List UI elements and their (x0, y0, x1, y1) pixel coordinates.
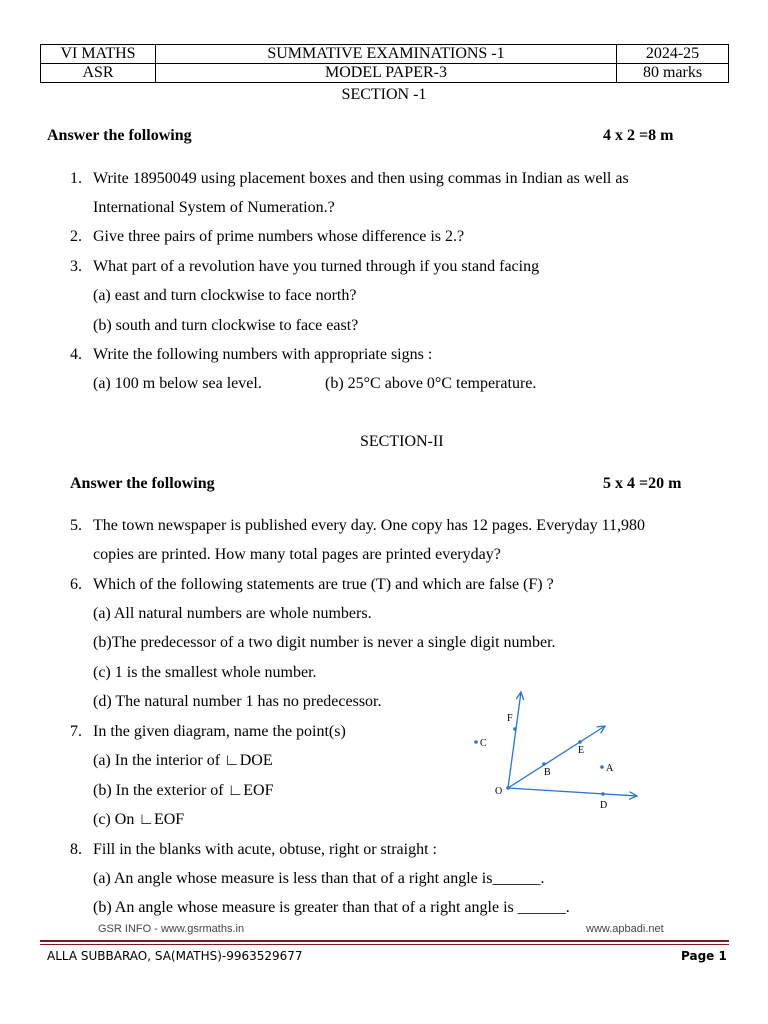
ray-oe (508, 726, 605, 788)
section-2-instruction: Answer the following (70, 475, 215, 492)
label-f: F (507, 713, 513, 724)
point-b (542, 762, 546, 766)
q7-number: 7. (70, 723, 82, 740)
q6-part-b: (b)The predecessor of a two digit number is never a single digit number. (93, 634, 556, 651)
label-e: E (578, 745, 585, 756)
q6-number: 6. (70, 576, 82, 593)
q4-text: Write the following numbers with appropriate signs : (93, 346, 433, 363)
footer-site-right: www.apbadi.net (586, 923, 664, 935)
q3-text: What part of a revolution have you turned through if you stand facing (93, 258, 540, 275)
total-marks-cell: 80 marks (617, 64, 729, 83)
q4-part-b: (b) 25°C above 0°C temperature. (325, 375, 537, 392)
header-table (40, 44, 729, 83)
district-cell: ASR (41, 64, 156, 83)
q2-text: Give three pairs of prime numbers whose difference is 2.? (93, 228, 465, 245)
ray-od (508, 788, 637, 796)
q3-part-a: (a) east and turn clockwise to face north? (93, 287, 357, 304)
angle-diagram (465, 686, 645, 811)
label-c: C (480, 738, 487, 749)
label-a: A (606, 763, 614, 774)
ray-of (508, 692, 521, 788)
point-f (513, 727, 517, 731)
footer-rule-thick (40, 940, 729, 942)
footer-page-number: Page 1 (681, 949, 727, 963)
q8-part-a: (a) An angle whose measure is less than that of a right angle is______. (93, 870, 545, 887)
section-1-marks: 4 x 2 =8 m (603, 127, 674, 144)
header-row-1 (41, 45, 729, 64)
q7-text: In the given diagram, name the point(s) (93, 723, 346, 740)
q1-line-2: International System of Numeration.? (93, 199, 335, 216)
q6-part-a: (a) All natural numbers are whole numbers. (93, 605, 372, 622)
q7-part-c: (c) On ∟EOF (93, 811, 185, 828)
q6-part-d: (d) The natural number 1 has no predecessor. (93, 693, 382, 710)
label-d: D (600, 800, 608, 811)
year-cell: 2024-25 (617, 45, 729, 64)
section-1-title: SECTION -1 (341, 86, 427, 103)
q7-part-a: (a) In the interior of ∟DOE (93, 752, 273, 769)
q5-line-1: The town newspaper is published every day. One copy has 12 pages. Everyday 11,980 (93, 517, 645, 534)
section-1-instruction: Answer the following (47, 127, 192, 144)
q5-line-2: copies are printed. How many total pages are printed everyday? (93, 546, 501, 563)
q7-part-b: (b) In the exterior of ∟EOF (93, 782, 274, 799)
q4-number: 4. (70, 346, 82, 363)
q3-part-b: (b) south and turn clockwise to face east? (93, 317, 359, 334)
q3-number: 3. (70, 258, 82, 275)
footer-author: ALLA SUBBARAO, SA(MATHS)-9963529677 (47, 949, 303, 963)
point-a (600, 765, 604, 769)
q4-part-a: (a) 100 m below sea level. (93, 375, 262, 392)
q6-text: Which of the following statements are true (T) and which are false (F) ? (93, 576, 554, 593)
paper-title-cell: MODEL PAPER-3 (156, 64, 617, 83)
q8-text: Fill in the blanks with acute, obtuse, right or straight : (93, 841, 437, 858)
q6-part-c: (c) 1 is the smallest whole number. (93, 664, 317, 681)
class-subject-cell: VI MATHS (41, 45, 156, 64)
q5-number: 5. (70, 517, 82, 534)
q1-number: 1. (70, 170, 82, 187)
q8-number: 8. (70, 841, 82, 858)
q8-part-b: (b) An angle whose measure is greater than that of a right angle is ______. (93, 899, 570, 916)
label-o: O (495, 786, 503, 797)
section-2-title: SECTION-II (360, 433, 444, 450)
footer-site-left: GSR INFO - www.gsrmaths.in (98, 923, 245, 935)
label-b: B (544, 767, 551, 778)
point-d (601, 792, 605, 796)
q1-line-1: Write 18950049 using placement boxes and then using commas in Indian as well as (93, 170, 629, 187)
footer-rule-thin (40, 944, 729, 945)
point-o (506, 786, 510, 790)
q2-number: 2. (70, 228, 82, 245)
exam-title-cell: SUMMATIVE EXAMINATIONS -1 (156, 45, 617, 64)
section-2-marks: 5 x 4 =20 m (603, 475, 682, 492)
header-row-2 (41, 64, 729, 83)
point-e (578, 740, 582, 744)
point-c (474, 740, 478, 744)
